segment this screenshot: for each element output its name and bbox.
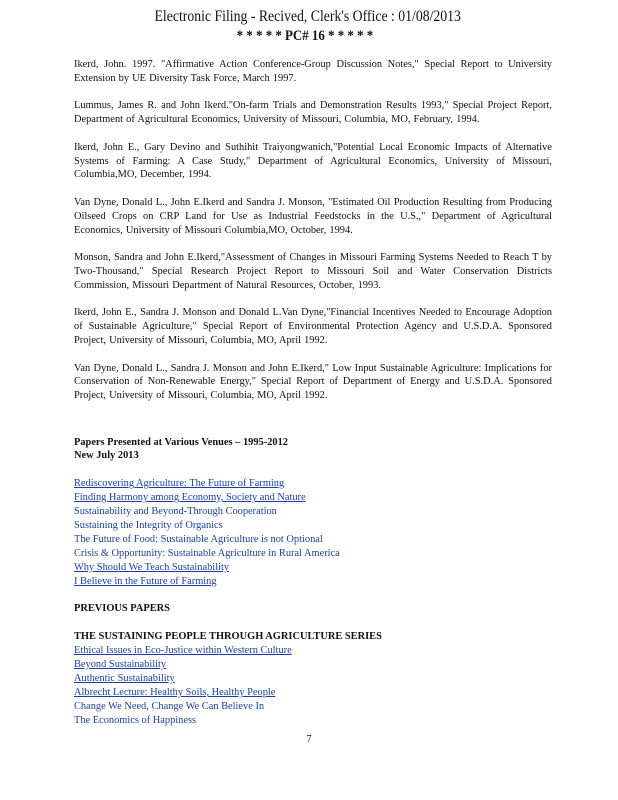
paper-link[interactable]: Rediscovering Agriculture: The Future of Farming (74, 478, 285, 489)
reference-item: Ikerd, John E., Sandra J. Monson and Donald L.Van Dyne,"Financial Incentives Needed to Encourage Adoption of Sustainable Agriculture," Special Report of Environmental Protection Agency and U.S.D.A. Sponsored Project, University of Missouri, Columbia, MO, April 1992. (74, 307, 552, 347)
papers-link-list (74, 477, 544, 589)
paper-link[interactable]: Finding Harmony among Economy, Society and Nature (74, 492, 306, 503)
paper-link[interactable]: Sustainability and Beyond-Through Cooperation (74, 506, 277, 517)
previous-paper-link[interactable]: Albrecht Lecture: Healthy Soils, Healthy People (74, 687, 276, 698)
paper-link[interactable]: Crisis & Opportunity: Sustainable Agriculture in Rural America (74, 548, 340, 559)
paper-link[interactable]: The Future of Food: Sustainable Agriculture is not Optional (74, 534, 323, 545)
previous-paper-link[interactable]: Beyond Sustainability (74, 659, 167, 670)
previous-paper-link[interactable]: Authentic Sustainability (74, 673, 175, 684)
papers-subheading: New July 2013 (74, 450, 139, 461)
reference-item: Lummus, James R. and John Ikerd."On-farm Trials and Demonstration Results 1993," Special Project Report, Department of Agricultural Economics, University of Missouri, Columbia, MO, February, 1994. (74, 100, 552, 126)
previous-link-list (74, 644, 544, 728)
paper-link[interactable]: Why Should We Teach Sustainability (74, 562, 230, 573)
previous-paper-link[interactable]: The Economics of Happiness (74, 715, 197, 726)
reference-item: Van Dyne, Donald L., Sandra J. Monson and John E.Ikerd," Low Input Sustainable Agriculture: Implications for Conservation of Non-Renewable Energy," Special Report of Department of Energy and U.S.D.A. Sponsored Project, University of Missouri, Columbia, MO, April 1992. (74, 362, 552, 402)
paper-link[interactable]: Sustaining the Integrity of Organics (74, 520, 223, 531)
paper-link[interactable]: I Believe in the Future of Farming (74, 576, 217, 587)
page-number: 7 (306, 734, 312, 745)
papers-heading: Papers Presented at Various Venues – 1995-2012 (74, 437, 288, 448)
series-heading: THE SUSTAINING PEOPLE THROUGH AGRICULTURE SERIES (74, 631, 382, 642)
previous-papers-heading: PREVIOUS PAPERS (74, 603, 170, 614)
previous-paper-link[interactable]: Change We Need, Change We Can Believe In (74, 701, 265, 712)
reference-item: Van Dyne, Donald L., John E.Ikerd and Sandra J. Monson, "Estimated Oil Production Resulting from Producing Oilseed Crops on CRP Land for Use as Industrial Feedstocks in the U.S.," Department of Agricultural Economics, University of Missouri Columbia,MO, October, 1994. (74, 196, 552, 236)
pc-number: * * * * * PC# 16 * * * * * (236, 28, 374, 44)
reference-list (74, 58, 552, 417)
filing-stamp: Electronic Filing - Recived, Clerk's Office : 01/08/2013 (154, 8, 461, 25)
reference-item: Ikerd, John. 1997. "Affirmative Action Conference-Group Discussion Notes," Special Report to University Extension by UE Diversity Task Force, March 1997. (74, 59, 552, 84)
previous-paper-link[interactable]: Ethical Issues in Eco-Justice within Western Culture (74, 645, 292, 656)
reference-item: Ikerd, John E., Gary Devino and Suthihit Traiyongwanich,"Potential Local Economic Impacts of Alternative Systems of Farming: A Case Study," Department of Agricultural Economics, University of Missouri, Columbia,MO, December, 1994. (74, 141, 552, 181)
reference-item: Monson, Sandra and John E.Ikerd,"Assessment of Changes in Missouri Farming Systems Needed to Reach T by Two-Thousand," Special Research Project Report to Missouri Soil and Water Conservation Districts Commission, Missouri Department of Natural Resources, October, 1993. (74, 252, 552, 291)
